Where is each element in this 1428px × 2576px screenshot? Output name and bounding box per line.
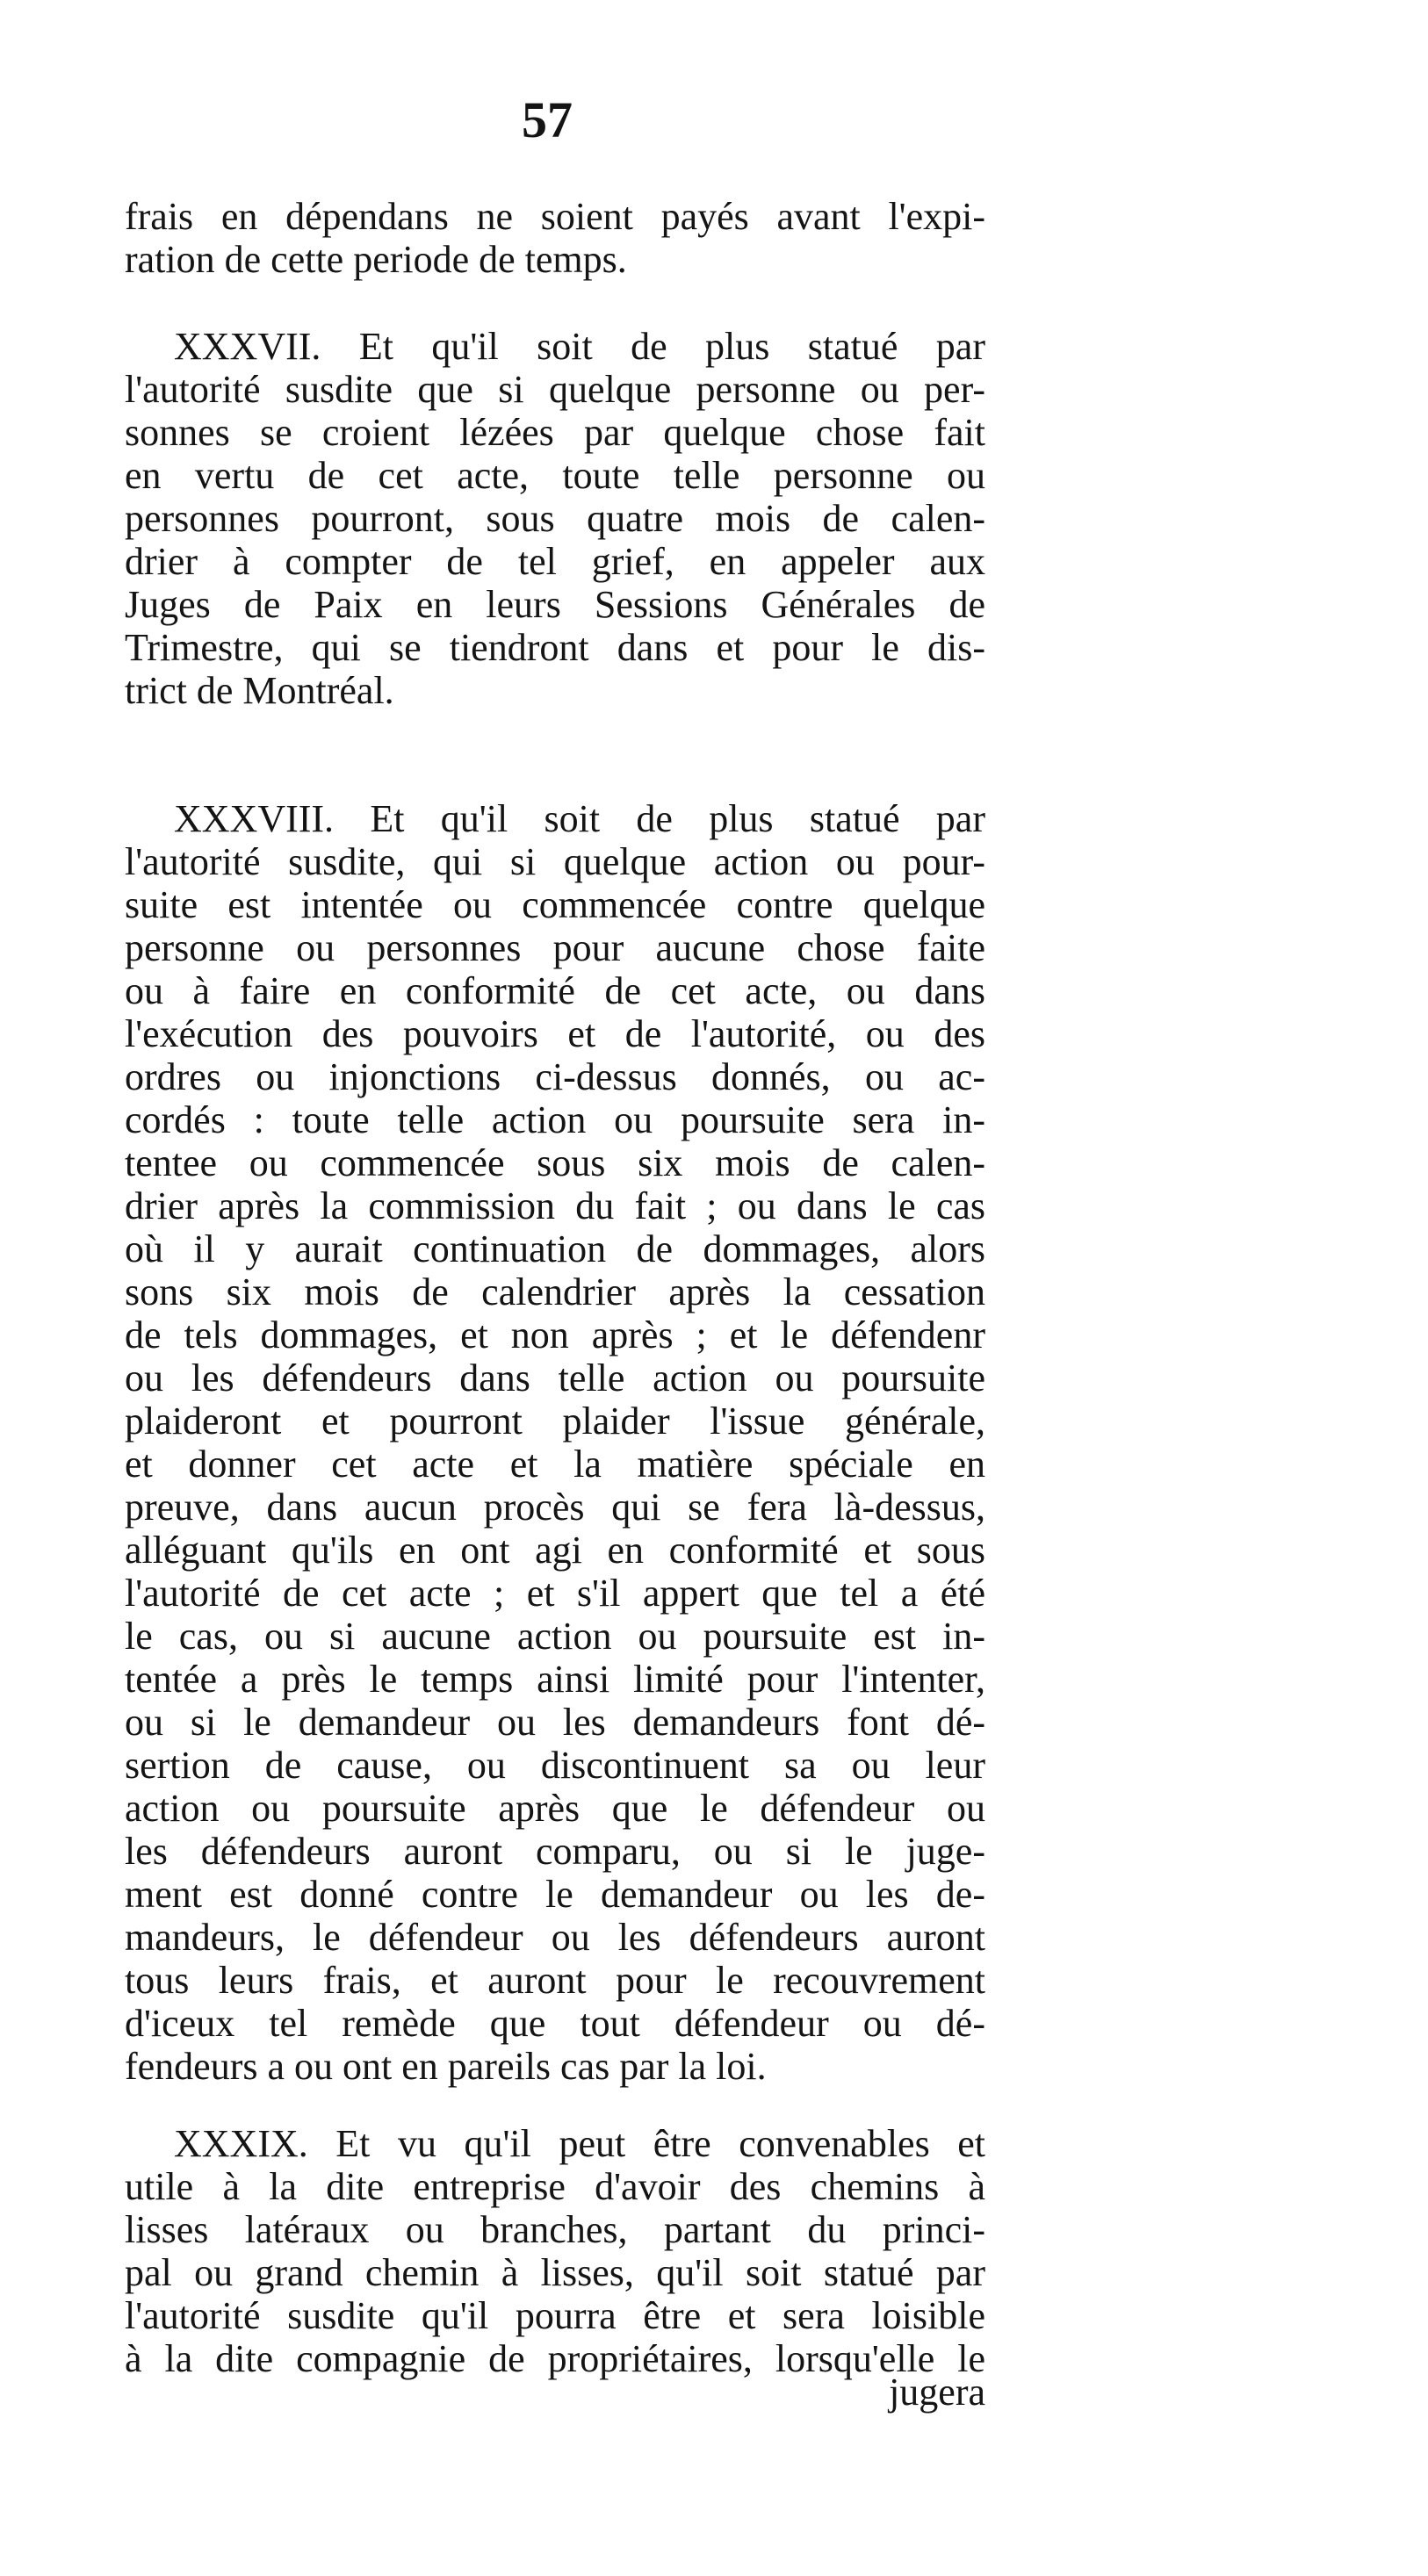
text-line: l'autorité de cet acte ; et s'il appert que tel a été — [125, 1572, 985, 1615]
text-line: suite est intentée ou commencée contre quelque — [125, 883, 985, 926]
text-line: tentée a près le temps ainsi limité pour l'intenter, — [125, 1658, 985, 1701]
text-line: sonnes se croient lézées par quelque chose fait — [125, 411, 985, 454]
text-line: l'autorité susdite qu'il pourra être et sera loisible — [125, 2294, 985, 2337]
text-line: tous leurs frais, et auront pour le recouvrement — [125, 1959, 985, 2002]
text-line: sertion de cause, ou discontinuent sa ou leur — [125, 1744, 985, 1787]
text-line: ou si le demandeur ou les demandeurs font dé- — [125, 1701, 985, 1744]
text-line: pal ou grand chemin à lisses, qu'il soit statué par — [125, 2251, 985, 2294]
paragraph-section-38 — [125, 797, 985, 2088]
text-line: action ou poursuite après que le défendeur ou — [125, 1787, 985, 1830]
text-line: lisses latéraux ou branches, partant du princi- — [125, 2208, 985, 2251]
catchword: jugera — [889, 2371, 985, 2414]
text-line: mandeurs, le défendeur ou les défendeurs auront — [125, 1916, 985, 1959]
text-line: XXXVII. Et qu'il soit de plus statué par — [174, 325, 985, 368]
text-line: alléguant qu'ils en ont agi en conformité et sous — [125, 1529, 985, 1572]
text-line: plaideront et pourront plaider l'issue générale, — [125, 1400, 985, 1443]
text-line: ordres ou injonctions ci-dessus donnés, ou ac- — [125, 1055, 985, 1098]
text-line: Juges de Paix en leurs Sessions Générales de — [125, 583, 985, 626]
text-line: personnes pourront, sous quatre mois de calen- — [125, 497, 985, 540]
text-line: d'iceux tel remède que tout défendeur ou dé- — [125, 2002, 985, 2045]
paragraph-section-39 — [125, 2122, 985, 2380]
text-line: trict de Montréal. — [125, 669, 394, 712]
text-line: à la dite compagnie de propriétaires, lorsqu'elle le — [125, 2337, 985, 2380]
text-line: de tels dommages, et non après ; et le défendenr — [125, 1313, 985, 1356]
paragraph-continuation — [125, 195, 985, 281]
text-line: en vertu de cet acte, toute telle personne ou — [125, 454, 985, 497]
text-line: cordés : toute telle action ou poursuite sera in- — [125, 1098, 985, 1141]
text-line: drier à compter de tel grief, en appeler aux — [125, 540, 985, 583]
text-line: ou à faire en conformité de cet acte, ou dans — [125, 969, 985, 1012]
page-number: 57 — [522, 91, 573, 148]
text-line: XXXIX. Et vu qu'il peut être convenables et — [174, 2122, 985, 2165]
text-line: ment est donné contre le demandeur ou les de- — [125, 1873, 985, 1916]
text-line: utile à la dite entreprise d'avoir des chemins à — [125, 2165, 985, 2208]
text-line: Trimestre, qui se tiendront dans et pour le dis- — [125, 626, 985, 669]
text-line: preuve, dans aucun procès qui se fera là-dessus, — [125, 1486, 985, 1529]
text-line: frais en dépendans ne soient payés avant l'expi- — [125, 195, 985, 238]
text-line: où il y aurait continuation de dommages, alors — [125, 1227, 985, 1270]
text-line: fendeurs a ou ont en pareils cas par la loi. — [125, 2045, 767, 2088]
text-line: le cas, ou si aucune action ou poursuite est in- — [125, 1615, 985, 1658]
text-line: et donner cet acte et la matière spéciale en — [125, 1443, 985, 1486]
text-line: l'autorité susdite, qui si quelque action ou pour- — [125, 840, 985, 883]
text-line: l'autorité susdite que si quelque personne ou per- — [125, 368, 985, 411]
text-line: drier après la commission du fait ; ou dans le cas — [125, 1184, 985, 1227]
text-line: sons six mois de calendrier après la cessation — [125, 1270, 985, 1313]
text-line: tentee ou commencée sous six mois de calen- — [125, 1141, 985, 1184]
text-line: ration de cette periode de temps. — [125, 238, 627, 281]
text-line: ou les défendeurs dans telle action ou poursuite — [125, 1356, 985, 1400]
text-line: l'exécution des pouvoirs et de l'autorité, ou des — [125, 1012, 985, 1055]
text-line: personne ou personnes pour aucune chose faite — [125, 926, 985, 969]
paragraph-section-37 — [125, 325, 985, 712]
text-line: XXXVIII. Et qu'il soit de plus statué par — [174, 797, 985, 840]
text-line: les défendeurs auront comparu, ou si le juge- — [125, 1830, 985, 1873]
